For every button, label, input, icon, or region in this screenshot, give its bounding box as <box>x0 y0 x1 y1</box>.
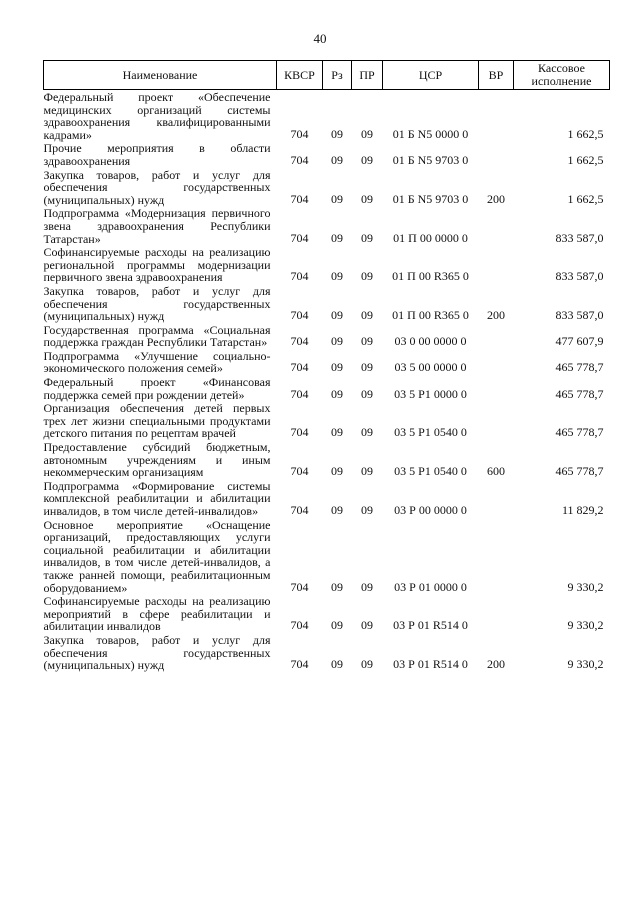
cell-csr: 01 П 00 0000 0 <box>393 230 468 245</box>
table-row <box>44 594 610 633</box>
cell-pr: 09 <box>361 126 373 141</box>
cell-kvsr: 704 <box>290 425 309 440</box>
cell-name: Софинансируемые расходы на реализацию мероприятий в сфере реабилитации и абилитации инвалидов <box>43 594 271 634</box>
cell-pr: 09 <box>361 230 373 245</box>
cell-pr: 09 <box>361 503 373 517</box>
cell-pr: 09 <box>361 308 373 323</box>
cell-kvsr: 704 <box>290 334 309 349</box>
cell-name: Федеральный проект «Обеспечение медицинских организаций системы здравоохранения квалифицированными кадрами» <box>43 90 271 142</box>
cell-kvsr: 704 <box>290 269 309 284</box>
cell-vr <box>479 141 514 167</box>
cell-name: Подпрограмма «Формирование системы комплексной реабилитации и абилитации инвалидов, в том числе детей-инвалидов» <box>43 478 271 518</box>
cell-name: Подпрограмма «Модернизация первичного звена здравоохранения Республики Татарстан» <box>43 206 271 246</box>
table-row <box>44 90 610 142</box>
cell-name: Организация обеспечения детей первых трех лет жизни специальными продуктами детского питания по рецептам врачей <box>43 401 271 441</box>
cell-vr <box>479 90 514 142</box>
cell-csr: 01 П 00 R365 0 <box>392 308 469 323</box>
cell-amount: 833 587,0 <box>555 269 604 284</box>
header-pr: ПР <box>352 61 383 90</box>
cell-vr <box>479 518 514 595</box>
cell-rz: 09 <box>331 503 343 517</box>
cell-rz: 09 <box>331 386 343 401</box>
cell-rz: 09 <box>331 308 343 323</box>
cell-amount: 465 778,7 <box>555 464 604 479</box>
cell-amount: 9 330,2 <box>567 657 604 672</box>
cell-rz: 09 <box>331 230 343 245</box>
table-row <box>44 141 610 167</box>
cell-rz: 09 <box>331 618 343 633</box>
table-row <box>44 349 610 375</box>
cell-amount: 465 778,7 <box>555 360 604 375</box>
cell-kvsr: 704 <box>290 503 309 517</box>
cell-csr: 03 Р 00 0000 0 <box>394 503 467 517</box>
cell-vr: 600 <box>487 464 505 479</box>
cell-name: Подпрограмма «Улучшение социально-экономического положения семей» <box>43 348 271 376</box>
cell-pr: 09 <box>361 360 373 375</box>
cell-amount: 465 778,7 <box>555 386 604 401</box>
cell-kvsr: 704 <box>290 386 309 401</box>
cell-name: Закупка товаров, работ и услуг для обеспечения государственных (муниципальных) нужд <box>43 167 271 207</box>
header-amount: Кассовое исполнение <box>514 61 610 90</box>
table-row <box>44 284 610 323</box>
cell-kvsr: 704 <box>290 579 309 594</box>
table-row <box>44 401 610 440</box>
cell-amount: 1 662,5 <box>567 191 604 206</box>
cell-pr: 09 <box>361 386 373 401</box>
cell-vr <box>479 401 514 440</box>
cell-amount: 9 330,2 <box>567 579 604 594</box>
cell-rz: 09 <box>331 657 343 672</box>
cell-pr: 09 <box>361 269 373 284</box>
cell-csr: 03 5 P1 0540 0 <box>394 464 467 479</box>
cell-pr: 09 <box>361 152 373 167</box>
cell-csr: 03 Р 01 0000 0 <box>394 579 467 594</box>
cell-amount: 833 587,0 <box>555 230 604 245</box>
cell-csr: 03 5 P1 0000 0 <box>394 386 467 401</box>
cell-vr <box>479 349 514 375</box>
cell-csr: 03 5 P1 0540 0 <box>394 425 467 440</box>
cell-rz: 09 <box>331 360 343 375</box>
cell-kvsr: 704 <box>290 360 309 375</box>
cell-amount: 1 662,5 <box>567 126 604 141</box>
cell-csr: 03 Р 01 R514 0 <box>393 618 468 633</box>
cell-vr <box>479 479 514 518</box>
cell-pr: 09 <box>361 579 373 594</box>
cell-pr: 09 <box>361 657 373 672</box>
cell-amount: 465 778,7 <box>555 425 604 440</box>
cell-kvsr: 704 <box>290 126 309 141</box>
cell-csr: 01 Б N5 0000 0 <box>392 126 469 141</box>
cell-rz: 09 <box>331 126 343 141</box>
table-row <box>44 206 610 245</box>
cell-amount: 477 607,9 <box>555 334 604 349</box>
cell-vr: 200 <box>487 308 505 323</box>
cell-pr: 09 <box>361 464 373 479</box>
cell-kvsr: 704 <box>290 464 309 479</box>
header-vr: ВР <box>479 61 514 90</box>
cell-pr: 09 <box>361 425 373 440</box>
cell-rz: 09 <box>331 579 343 594</box>
cell-csr: 03 0 00 0000 0 <box>394 334 467 349</box>
cell-name: Закупка товаров, работ и услуг для обеспечения государственных (муниципальных) нужд <box>43 283 271 324</box>
header-csr: ЦСР <box>383 61 479 90</box>
cell-rz: 09 <box>331 334 343 349</box>
header-kvsr: КВСР <box>277 61 323 90</box>
table-row <box>44 375 610 401</box>
cell-rz: 09 <box>331 464 343 479</box>
cell-vr <box>479 375 514 401</box>
budget-table <box>43 60 610 672</box>
table-row <box>44 440 610 479</box>
cell-rz: 09 <box>331 191 343 206</box>
cell-kvsr: 704 <box>290 308 309 323</box>
cell-vr <box>479 323 514 349</box>
cell-name: Предоставление субсидий бюджетным, автономным учреждениям и иным некоммерческим организациям <box>43 440 271 480</box>
cell-pr: 09 <box>361 191 373 206</box>
cell-csr: 01 П 00 R365 0 <box>392 269 469 284</box>
cell-vr <box>479 594 514 633</box>
page-number: 40 <box>313 31 327 46</box>
cell-amount: 833 587,0 <box>555 308 604 323</box>
cell-name: Софинансируемые расходы на реализацию региональной программы модернизации первичного звена здравоохранения <box>43 245 271 285</box>
cell-amount: 1 662,5 <box>567 152 604 167</box>
cell-vr: 200 <box>487 657 505 672</box>
cell-name: Основное мероприятие «Оснащение организаций, предоставляющих услуги социальной реабилитации и абилитации инвалидов, в том числе детей-инвалидов, а также ранней помощи, реабилитационным оборудованием» <box>43 517 271 595</box>
cell-rz: 09 <box>331 425 343 440</box>
cell-kvsr: 704 <box>290 657 309 672</box>
header-rz: Рз <box>323 61 352 90</box>
cell-csr: 01 Б N5 9703 0 <box>392 191 469 206</box>
cell-kvsr: 704 <box>290 152 309 167</box>
table-row <box>44 245 610 284</box>
cell-rz: 09 <box>331 152 343 167</box>
cell-kvsr: 704 <box>290 618 309 633</box>
cell-vr <box>479 245 514 284</box>
cell-pr: 09 <box>361 334 373 349</box>
cell-csr: 03 5 00 0000 0 <box>394 360 467 375</box>
cell-pr: 09 <box>361 618 373 633</box>
cell-kvsr: 704 <box>290 230 309 245</box>
header-name: Наименование <box>44 61 277 90</box>
cell-kvsr: 704 <box>290 191 309 206</box>
cell-name: Закупка товаров, работ и услуг для обеспечения государственных (муниципальных) нужд <box>43 632 271 673</box>
cell-amount: 9 330,2 <box>567 618 604 633</box>
cell-name: Прочие мероприятия в области здравоохранения <box>43 141 271 168</box>
cell-name: Федеральный проект «Финансовая поддержка семей при рождении детей» <box>43 375 271 402</box>
cell-rz: 09 <box>331 269 343 284</box>
table-row <box>44 518 610 595</box>
cell-vr <box>479 206 514 245</box>
cell-amount: 11 829,2 <box>561 503 604 517</box>
cell-csr: 03 Р 01 R514 0 <box>393 657 468 672</box>
cell-csr: 01 Б N5 9703 0 <box>392 152 469 167</box>
table-row <box>44 323 610 349</box>
table-row <box>44 479 610 518</box>
table-row <box>44 168 610 207</box>
table-header-row <box>44 61 610 90</box>
cell-vr: 200 <box>487 191 505 206</box>
cell-name: Государственная программа «Социальная поддержка граждан Республики Татарстан» <box>43 322 271 350</box>
table-row <box>44 633 610 672</box>
